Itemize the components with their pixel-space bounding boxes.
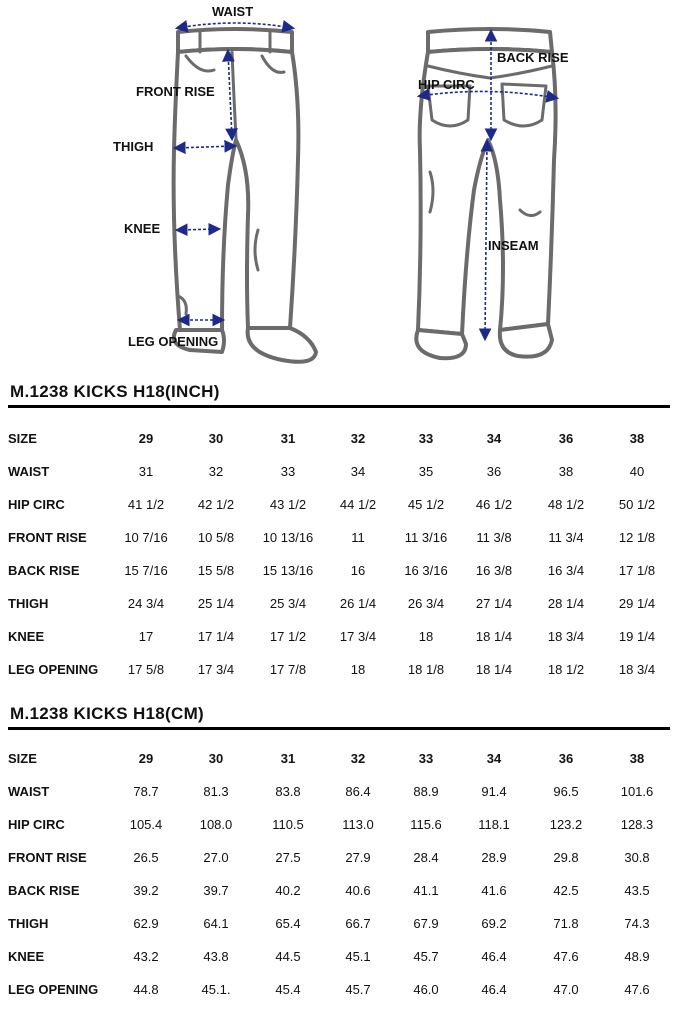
cm-table-title: M.1238 KICKS H18(CM) bbox=[10, 704, 204, 723]
size-value: 32 bbox=[350, 751, 366, 766]
measure-value: 40 bbox=[629, 464, 645, 479]
measure-value: 45.7 bbox=[345, 982, 371, 997]
measure-value: 19 1/4 bbox=[618, 629, 656, 644]
measure-value: 110.5 bbox=[272, 817, 304, 832]
measure-label: LEG OPENING bbox=[8, 982, 99, 997]
table-row bbox=[8, 907, 670, 940]
measure-value: 81.3 bbox=[203, 784, 229, 799]
measure-value: 15 7/16 bbox=[124, 563, 168, 578]
measure-value: 26.5 bbox=[133, 850, 159, 865]
measure-value: 16 3/16 bbox=[404, 563, 448, 578]
measure-value: 43 1/2 bbox=[269, 497, 307, 512]
measure-label: FRONT RISE bbox=[8, 530, 87, 545]
measure-value: 17 5/8 bbox=[127, 662, 165, 677]
measure-value: 26 3/4 bbox=[407, 596, 445, 611]
measure-value: 43.5 bbox=[624, 883, 650, 898]
measure-value: 25 3/4 bbox=[269, 596, 307, 611]
measure-value: 18 1/4 bbox=[475, 629, 513, 644]
inch-title-divider bbox=[8, 405, 670, 408]
measure-value: 41.1 bbox=[413, 883, 439, 898]
measure-value: 11 3/4 bbox=[548, 530, 584, 545]
inch-table-title: M.1238 KICKS H18(INCH) bbox=[10, 382, 220, 401]
measure-value: 15 13/16 bbox=[262, 563, 314, 578]
measure-value: 28 1/4 bbox=[547, 596, 585, 611]
measure-value: 115.6 bbox=[410, 817, 442, 832]
measure-value: 34 bbox=[350, 464, 366, 479]
size-value: 33 bbox=[418, 751, 434, 766]
measure-value: 18 1/2 bbox=[547, 662, 585, 677]
measure-value: 36 bbox=[486, 464, 502, 479]
measure-value: 17 3/4 bbox=[197, 662, 235, 677]
measure-label: FRONT RISE bbox=[8, 850, 87, 865]
table-row bbox=[8, 775, 670, 808]
measure-value: 46.0 bbox=[413, 982, 439, 997]
measure-value: 46 1/2 bbox=[475, 497, 513, 512]
table-row bbox=[8, 587, 670, 620]
measure-value: 43.2 bbox=[133, 949, 159, 964]
measure-value: 10 13/16 bbox=[262, 530, 314, 545]
measure-value: 24 3/4 bbox=[127, 596, 165, 611]
measure-value: 28.9 bbox=[481, 850, 507, 865]
size-header-row bbox=[8, 742, 670, 775]
size-header-row bbox=[8, 422, 670, 455]
size-value: 30 bbox=[208, 431, 224, 446]
measure-value: 43.8 bbox=[203, 949, 229, 964]
label-inseam: INSEAM bbox=[488, 238, 539, 253]
measure-value: 17 1/8 bbox=[618, 563, 656, 578]
measure-value: 16 bbox=[350, 563, 366, 578]
measure-label: HIP CIRC bbox=[8, 817, 65, 832]
measure-value: 38 bbox=[558, 464, 574, 479]
measure-value: 47.6 bbox=[553, 949, 579, 964]
measure-value: 118.1 bbox=[478, 817, 510, 832]
measure-label: BACK RISE bbox=[8, 563, 80, 578]
measure-value: 27.5 bbox=[275, 850, 301, 865]
measure-value: 32 bbox=[208, 464, 224, 479]
measure-label: THIGH bbox=[8, 596, 49, 611]
table-row bbox=[8, 521, 670, 554]
table-row bbox=[8, 874, 670, 907]
table-row bbox=[8, 940, 670, 973]
size-value: 33 bbox=[418, 431, 434, 446]
size-value: 38 bbox=[629, 431, 645, 446]
label-thigh: THIGH bbox=[113, 139, 154, 154]
measure-value: 39.2 bbox=[133, 883, 159, 898]
size-value: 31 bbox=[280, 751, 296, 766]
label-front-rise: FRONT RISE bbox=[136, 84, 215, 99]
measure-value: 91.4 bbox=[481, 784, 507, 799]
measure-value: 17 bbox=[138, 629, 154, 644]
measure-value: 35 bbox=[418, 464, 434, 479]
measure-value: 17 1/2 bbox=[269, 629, 307, 644]
measure-value: 28.4 bbox=[413, 850, 439, 865]
measure-value: 18 1/4 bbox=[475, 662, 513, 677]
measure-value: 45.7 bbox=[413, 949, 439, 964]
measure-value: 47.6 bbox=[624, 982, 650, 997]
measure-value: 69.2 bbox=[481, 916, 507, 931]
measure-value: 83.8 bbox=[275, 784, 301, 799]
size-value: 31 bbox=[280, 431, 296, 446]
measure-value: 40.6 bbox=[345, 883, 371, 898]
table-row bbox=[8, 620, 670, 653]
measure-value: 65.4 bbox=[275, 916, 301, 931]
measure-value: 10 7/16 bbox=[124, 530, 168, 545]
measure-value: 26 1/4 bbox=[339, 596, 377, 611]
measure-value: 15 5/8 bbox=[197, 563, 235, 578]
measure-label: KNEE bbox=[8, 949, 45, 964]
label-knee: KNEE bbox=[124, 221, 161, 236]
label-back-rise: BACK RISE bbox=[497, 50, 569, 65]
measure-value: 45.1 bbox=[345, 949, 371, 964]
measure-value: 64.1 bbox=[203, 916, 229, 931]
measure-value: 41 1/2 bbox=[127, 497, 165, 512]
measure-value: 17 1/4 bbox=[197, 629, 235, 644]
measure-value: 96.5 bbox=[553, 784, 579, 799]
measure-value: 66.7 bbox=[345, 916, 371, 931]
measure-value: 101.6 bbox=[620, 784, 654, 799]
measure-value: 10 5/8 bbox=[197, 530, 235, 545]
cm-size-table bbox=[8, 742, 670, 1006]
table-row bbox=[8, 973, 670, 1006]
size-value: 34 bbox=[486, 751, 502, 766]
measure-value: 44.5 bbox=[275, 949, 301, 964]
measure-value: 39.7 bbox=[203, 883, 229, 898]
measure-value: 18 3/4 bbox=[618, 662, 656, 677]
front-pants-illustration bbox=[174, 29, 316, 362]
size-value: 38 bbox=[629, 751, 645, 766]
measure-value: 12 1/8 bbox=[618, 530, 656, 545]
inch-size-table bbox=[8, 422, 670, 686]
table-row bbox=[8, 841, 670, 874]
measure-value: 48 1/2 bbox=[547, 497, 585, 512]
size-label: SIZE bbox=[8, 751, 37, 766]
size-value: 36 bbox=[558, 431, 574, 446]
measure-value: 18 3/4 bbox=[547, 629, 585, 644]
measure-value: 31 bbox=[138, 464, 154, 479]
table-row bbox=[8, 554, 670, 587]
measure-value: 108.0 bbox=[199, 817, 233, 832]
measure-value: 11 bbox=[351, 530, 365, 545]
measure-value: 48.9 bbox=[624, 949, 650, 964]
measure-value: 44 1/2 bbox=[339, 497, 377, 512]
measure-label: WAIST bbox=[8, 784, 50, 799]
size-label: SIZE bbox=[8, 431, 37, 446]
measure-value: 29 1/4 bbox=[618, 596, 656, 611]
measure-value: 11 3/8 bbox=[476, 530, 512, 545]
measure-value: 71.8 bbox=[553, 916, 579, 931]
measure-label: LEG OPENING bbox=[8, 662, 99, 677]
measure-value: 18 bbox=[418, 629, 434, 644]
measure-label: BACK RISE bbox=[8, 883, 80, 898]
measure-value: 27.9 bbox=[345, 850, 371, 865]
measure-value: 62.9 bbox=[133, 916, 159, 931]
table-row bbox=[8, 653, 670, 686]
measure-value: 18 1/8 bbox=[407, 662, 445, 677]
measure-value: 16 3/4 bbox=[547, 563, 585, 578]
measure-value: 33 bbox=[280, 464, 296, 479]
cm-title-divider bbox=[8, 727, 670, 730]
measure-value: 47.0 bbox=[553, 982, 579, 997]
size-value: 32 bbox=[350, 431, 366, 446]
table-row bbox=[8, 808, 670, 841]
measure-value: 113.0 bbox=[342, 817, 374, 832]
measure-value: 74.3 bbox=[624, 916, 650, 931]
size-value: 36 bbox=[558, 751, 574, 766]
label-hip-circ: HIP CIRC bbox=[418, 77, 475, 92]
measure-label: THIGH bbox=[8, 916, 49, 931]
measure-value: 11 3/16 bbox=[404, 530, 448, 545]
size-value: 34 bbox=[486, 431, 502, 446]
table-row bbox=[8, 455, 670, 488]
measurement-diagram bbox=[0, 0, 676, 368]
measure-value: 128.3 bbox=[620, 817, 654, 832]
label-leg-opening: LEG OPENING bbox=[128, 334, 219, 349]
measure-value: 67.9 bbox=[413, 916, 439, 931]
measure-value: 42 1/2 bbox=[197, 497, 235, 512]
measure-value: 17 7/8 bbox=[269, 662, 307, 677]
table-row bbox=[8, 488, 670, 521]
measure-value: 46.4 bbox=[481, 949, 507, 964]
measure-value: 105.4 bbox=[129, 817, 163, 832]
size-value: 29 bbox=[138, 751, 154, 766]
measure-value: 17 3/4 bbox=[339, 629, 377, 644]
measure-value: 27.0 bbox=[203, 850, 229, 865]
measure-value: 86.4 bbox=[345, 784, 371, 799]
measure-value: 50 1/2 bbox=[618, 497, 656, 512]
measure-value: 45 1/2 bbox=[407, 497, 445, 512]
size-value: 29 bbox=[138, 431, 154, 446]
measure-label: WAIST bbox=[8, 464, 50, 479]
measure-value: 40.2 bbox=[275, 883, 301, 898]
label-waist: WAIST bbox=[212, 4, 254, 19]
measure-value: 18 bbox=[350, 662, 366, 677]
size-value: 30 bbox=[208, 751, 224, 766]
measure-label: KNEE bbox=[8, 629, 45, 644]
measure-value: 41.6 bbox=[481, 883, 507, 898]
measure-value: 45.4 bbox=[275, 982, 301, 997]
measure-value: 44.8 bbox=[133, 982, 159, 997]
measure-value: 123.2 bbox=[549, 817, 583, 832]
measure-value: 45.1. bbox=[201, 982, 231, 997]
measure-value: 88.9 bbox=[413, 784, 439, 799]
measure-value: 25 1/4 bbox=[197, 596, 235, 611]
measure-value: 42.5 bbox=[553, 883, 579, 898]
measure-value: 27 1/4 bbox=[475, 596, 513, 611]
measure-value: 78.7 bbox=[133, 784, 159, 799]
measure-value: 46.4 bbox=[481, 982, 507, 997]
measure-label: HIP CIRC bbox=[8, 497, 65, 512]
measure-value: 16 3/8 bbox=[475, 563, 513, 578]
measure-value: 29.8 bbox=[553, 850, 579, 865]
measure-value: 30.8 bbox=[624, 850, 650, 865]
